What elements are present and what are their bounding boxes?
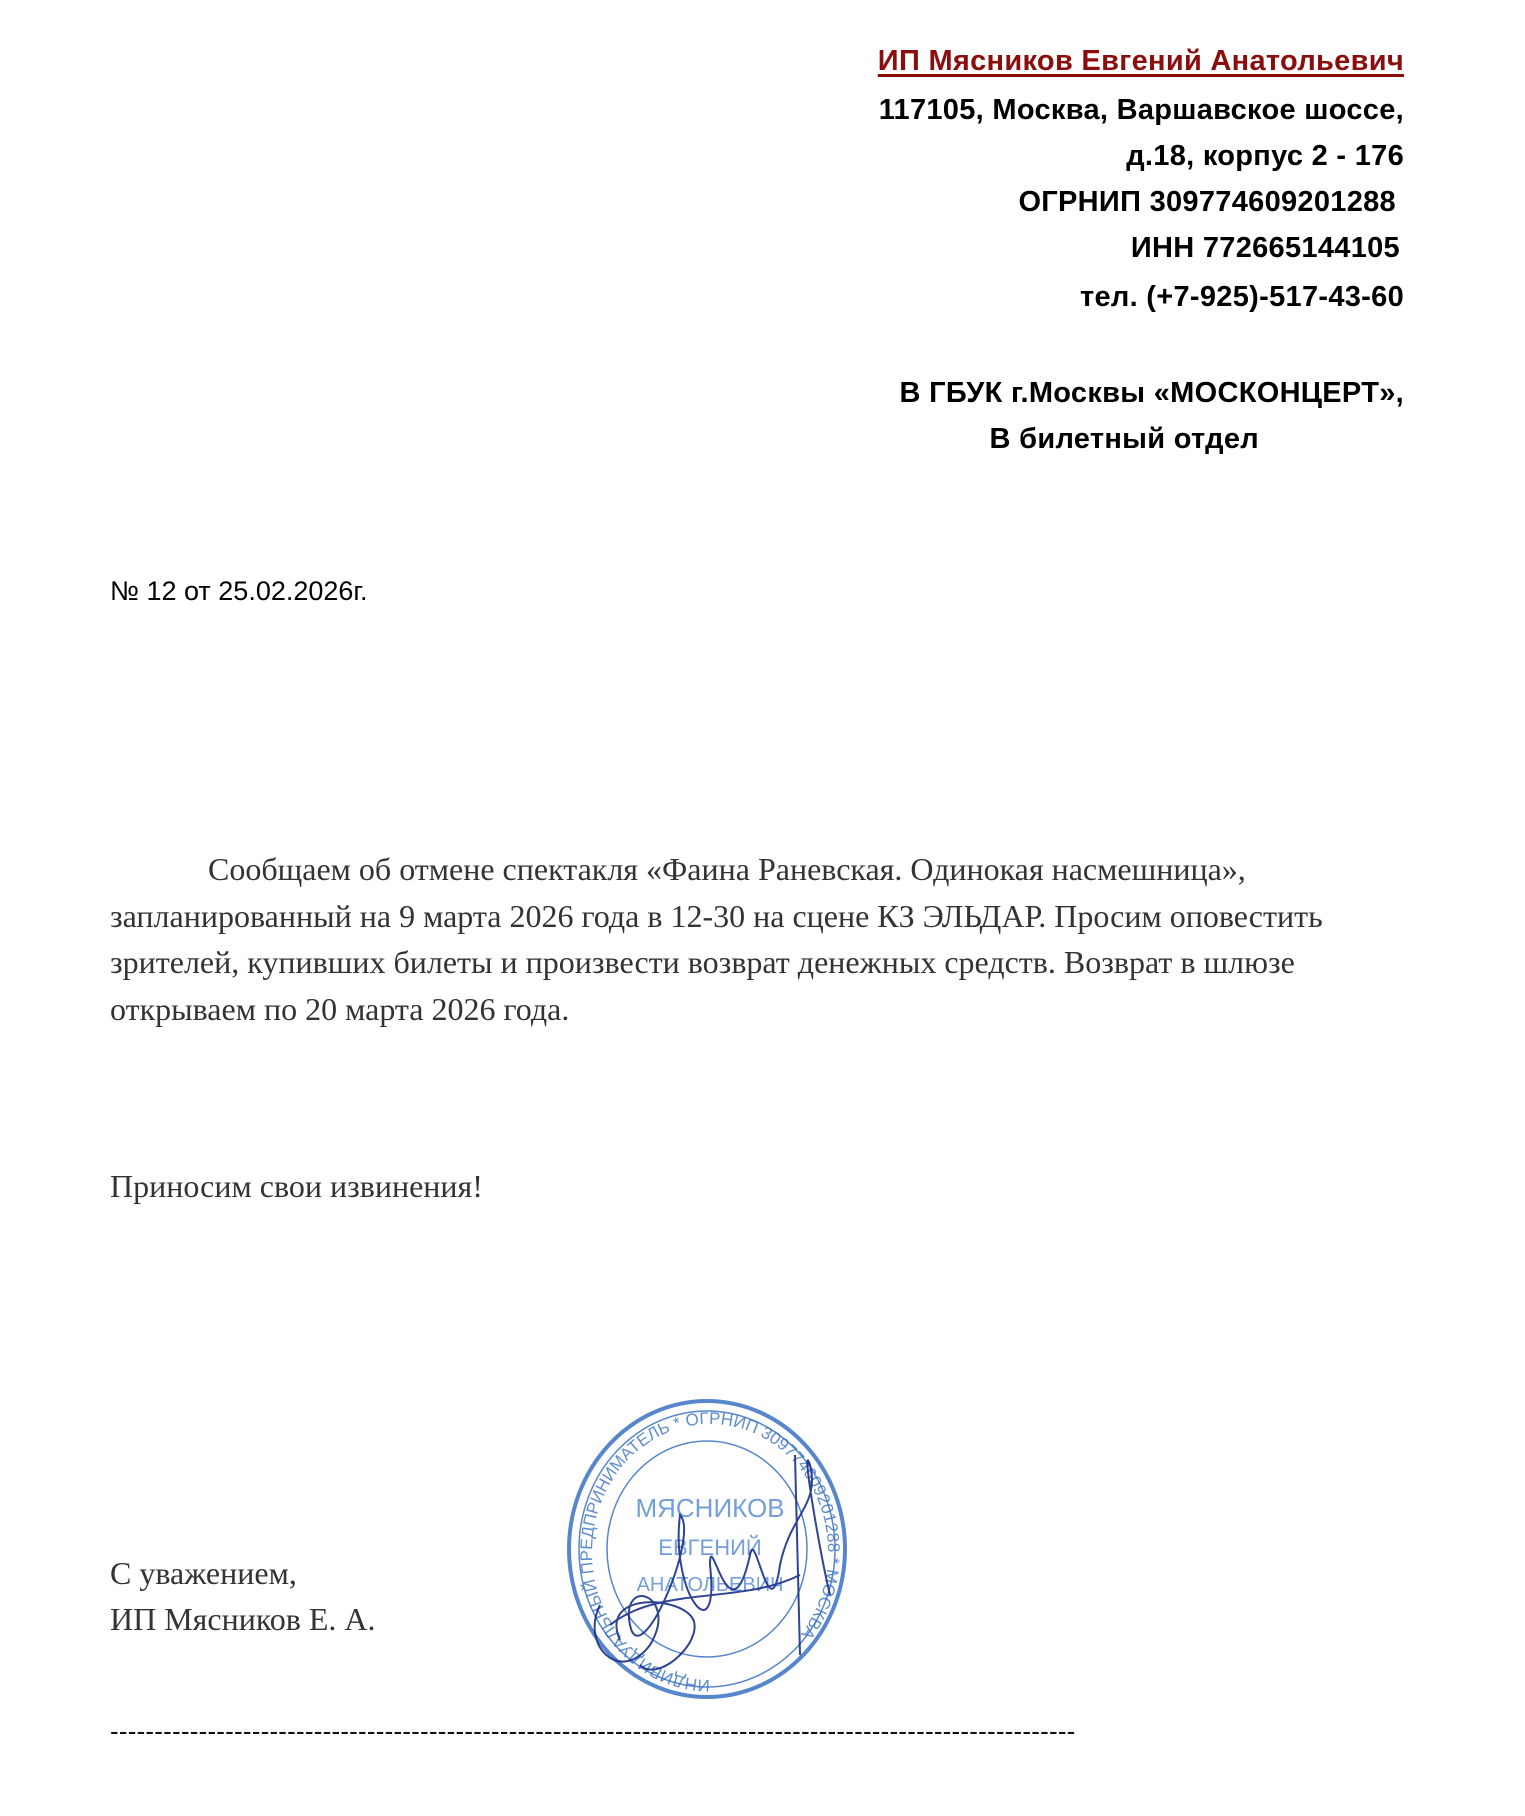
apology-text: Приносим свои извинения! [110, 1168, 483, 1204]
closing-text: С уважением, [110, 1555, 297, 1591]
recipient-line1: В ГБУК г.Москвы «МОСКОНЦЕРТ», [899, 377, 1404, 409]
body-paragraph: Сообщаем об отмене спектакля «Фаина Раневская. Одинокая насмешница», запланированный на 9 марта 2026 года в 12-30 на сцене КЗ ЭЛЬДАР. Просим оповестить зрителей, купивших билеты и произвести возврат денежных средств. Возврат в шлюзе открываем по 20 марта 2026 года. [110, 851, 1323, 1027]
sender-inn: ИНН 772665144105 [1130, 232, 1400, 264]
sender-address-line2: д.18, корпус 2 - 176 [1126, 140, 1404, 172]
svg-text:ИНДИВИДУАЛЬНЫЙ ПРЕДПРИНИМАТЕЛЬ: ИНДИВИДУАЛЬНЫЙ ПРЕДПРИНИМАТЕЛЬ * ОГРНИП 309774609201288 * МОСКВА [576, 1408, 844, 1696]
document-number: № 12 от 25.02.2026г. [110, 576, 368, 606]
sender-name: ИП Мясников Евгений Анатольевич [877, 45, 1404, 77]
sender-address-line1: 117105, Москва, Варшавское шоссе, [878, 94, 1404, 126]
signer-name: ИП Мясников Е. А. [110, 1601, 376, 1637]
stamp-seal-icon [560, 1395, 860, 1705]
sender-ogrnip: ОГРНИП 309774609201288 [1018, 186, 1396, 218]
svg-text:МЯСНИКОВ: МЯСНИКОВ [635, 1493, 785, 1523]
company-stamp [560, 1395, 860, 1705]
svg-text:ЕВГЕНИЙ: ЕВГЕНИЙ [658, 1535, 762, 1560]
sender-phone: тел. (+7-925)-517-43-60 [1079, 281, 1404, 313]
svg-text:АНАТОЛЬЕВИЧ: АНАТОЛЬЕВИЧ [636, 1574, 784, 1596]
signature-line: ------------------------------------------------------------------------------------------------------------- [110, 1716, 1076, 1746]
recipient-line2: В билетный отдел [989, 423, 1259, 455]
